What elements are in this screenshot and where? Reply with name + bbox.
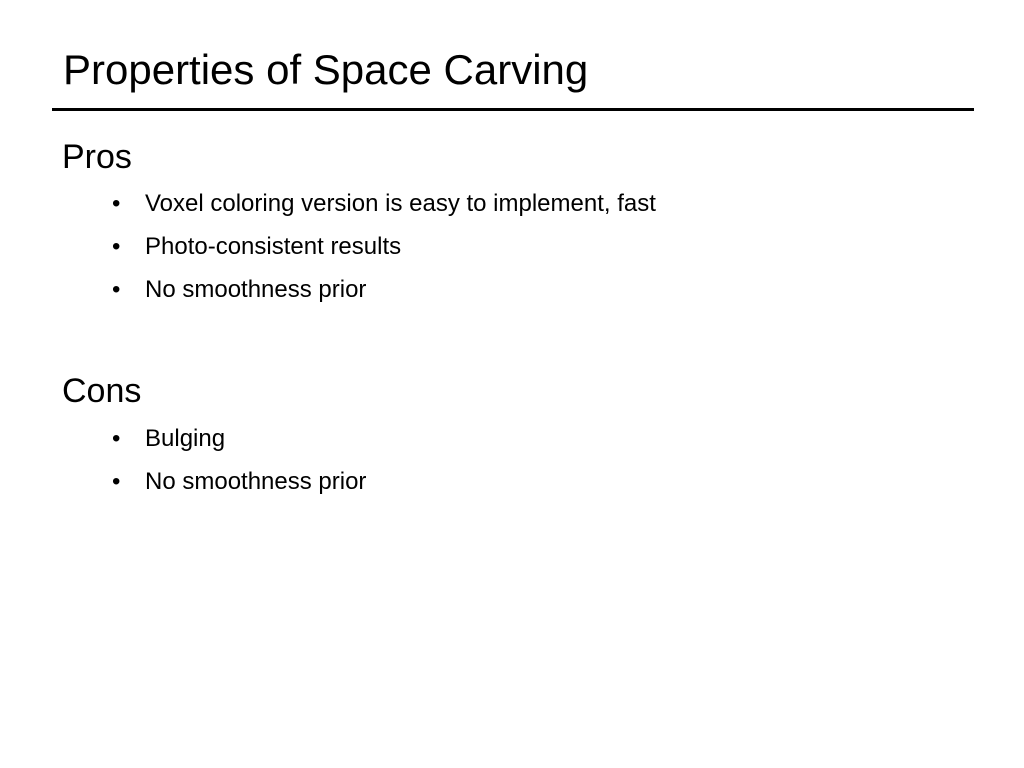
- bullet-icon: •: [112, 276, 121, 303]
- bullet-icon: •: [112, 233, 121, 260]
- cons-heading: Cons: [62, 372, 142, 410]
- pros-heading: Pros: [62, 138, 132, 176]
- slide-title: Properties of Space Carving: [63, 46, 589, 93]
- title-underline: [52, 108, 974, 111]
- pros-item-text: Photo-consistent results: [145, 233, 402, 260]
- cons-item-text: Bulging: [145, 425, 226, 452]
- pros-item-text: Voxel coloring version is easy to implement, fast: [145, 190, 656, 217]
- cons-item-text: No smoothness prior: [145, 468, 367, 495]
- bullet-icon: •: [112, 468, 121, 495]
- pros-item-text: No smoothness prior: [145, 276, 367, 303]
- bullet-icon: •: [112, 425, 121, 452]
- bullet-icon: •: [112, 190, 121, 217]
